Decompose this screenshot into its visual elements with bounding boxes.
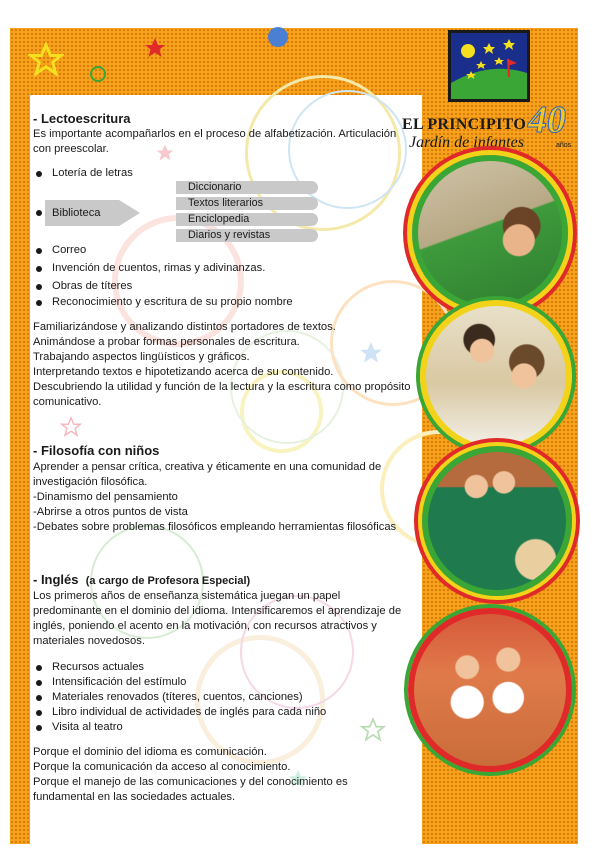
list-item: Recursos actuales [52,661,145,673]
lectoescritura-title: - Lectoescritura [33,111,131,126]
ingles-intro-line: materiales novedosos. [33,635,145,647]
lectoescritura-intro-line: Es importante acompañarlos en el proceso de alfabetización. Articulación [33,128,397,140]
star-icon [143,36,167,60]
filosofia-title: - Filosofía con niños [33,443,160,458]
list-item: Correo [52,244,87,256]
list-item: Libro individual de actividades de inglés para cada niño [52,706,327,718]
list-item: Intensificación del estímulo [52,676,187,688]
biblioteca-tag: Diccionario [176,181,318,194]
list-item: Lotería de letras [52,167,133,179]
ingles-intro-line: predominante en el dominio del idioma. Intensificaremos el aprendizaje de [33,605,402,617]
ingles-title-text: - Inglés [33,572,79,587]
list-item: Obras de títeres [52,280,133,292]
star-icon [155,143,175,163]
ingles-intro-line: Los primeros años de enseñanza sistemática juegan un papel [33,590,341,602]
biblioteca-tag: Enciclopedia [176,213,318,226]
ingles-intro-line: inglés, poniendo el acento en la motivación, con recursos atractivos y [33,620,377,632]
filosofia-line: -Dinamismo del pensamiento [33,491,178,503]
ingles-closing-line: fundamental en las sociedades actuales. [33,791,236,803]
filosofia-line: investigación filosófica. [33,476,148,488]
list-item: Materiales renovados (títeres, cuentos, canciones) [52,691,303,703]
ingles-closing-line: Porque el manejo de las comunicaciones y del conocimiento es [33,776,348,788]
list-item: Invención de cuentos, rimas y adivinanzas. [52,262,266,274]
bullet-dot [36,248,42,254]
lectoescritura-paragraph-line: Trabajando aspectos lingüísticos y gráficos. [33,351,250,363]
bullet-dot [36,680,42,686]
list-item: Reconocimiento y escritura de su propio nombre [52,296,293,308]
star-outline-icon [360,717,386,743]
star-outline-icon [60,416,82,438]
lectoescritura-paragraph-line: Interpretando textos e hipotetizando acerca de su contenido. [33,366,334,378]
bullet-dot [36,725,42,731]
list-item-biblioteca: Biblioteca [52,207,101,219]
bullet-dot [36,284,42,290]
bullet-dot [36,300,42,306]
logo-emblem [448,30,530,102]
lectoescritura-paragraph-line: comunicativo. [33,396,102,408]
bullet-dot [36,665,42,671]
bullet-dot [36,695,42,701]
brand-name: EL PRINCIPITO [402,116,527,133]
photo-children-dancing [408,608,572,772]
bullet-dot [36,710,42,716]
deco-circle-blue [268,27,288,47]
photo-children-at-table [420,300,572,452]
photo-children-reading [412,155,568,311]
lectoescritura-paragraph-line: Animándose a probar formas personales de escritura. [33,336,300,348]
ingles-closing-line: Porque el dominio del idioma es comunicación. [33,746,267,758]
biblioteca-tag: Textos literarios [176,197,318,210]
deco-circle-green [90,66,106,82]
bullet-dot [36,171,42,177]
ingles-title [33,572,250,587]
star-icon [358,340,384,366]
filosofia-line: -Debates sobre problemas filosóficos empleando herramientas filosóficas [33,521,397,533]
lectoescritura-paragraph-line: Familiarizándose y analizando distintos portadores de textos. [33,321,336,333]
anniversary-number: 40 [528,99,566,141]
photo-children-playing-game [422,446,572,596]
anniversary-unit: años [556,142,572,149]
bullet-dot [36,210,42,216]
list-item: Visita al teatro [52,721,123,733]
ingles-closing-line: Porque la comunicación da acceso al conocimiento. [33,761,291,773]
lectoescritura-paragraph-line: Descubriendo la utilidad y función de la lectura y la escritura como propósito [33,381,411,393]
star-outline-icon [28,42,64,78]
lectoescritura-intro-line: con preescolar. [33,143,109,155]
filosofia-line: Aprender a pensar crítica, creativa y éticamente en una comunidad de [33,461,382,473]
brand-subtitle: Jardín de infantes [409,134,524,151]
filosofia-line: -Abrirse a otros puntos de vista [33,506,188,518]
biblioteca-tag: Diarios y revistas [176,229,318,242]
bullet-dot [36,266,42,272]
ingles-title-note: (a cargo de Profesora Especial) [85,575,251,587]
